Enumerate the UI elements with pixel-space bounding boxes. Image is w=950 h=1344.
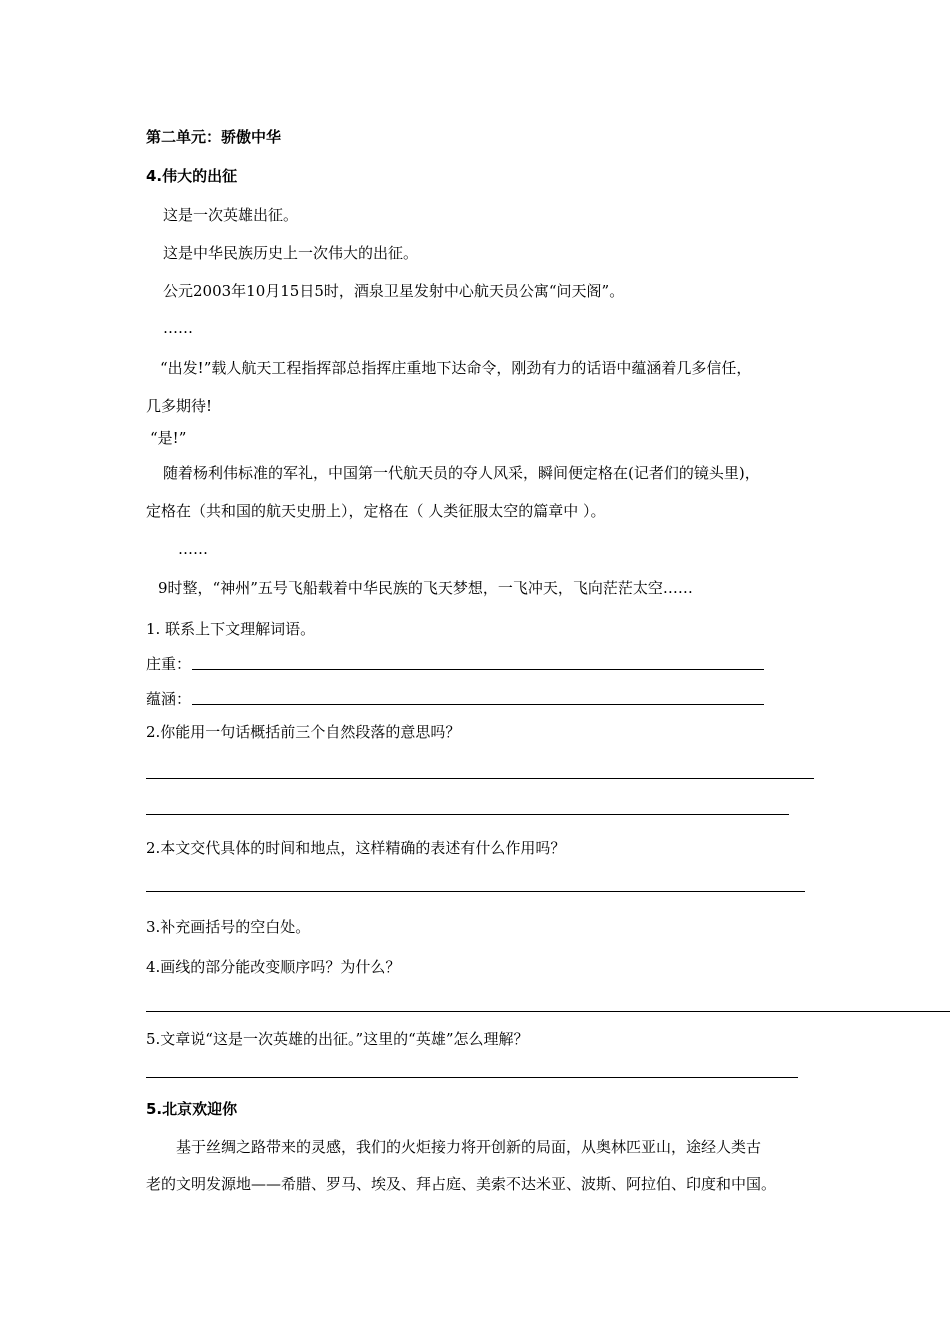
question-2: 2.你能用一句话概括前三个自然段落的意思吗？ — [146, 723, 461, 741]
paragraph: 这是一次英雄出征。 — [163, 206, 299, 224]
paragraph: 几多期待! — [146, 397, 213, 415]
paragraph: 老的文明发源地——希腊、罗马、埃及、拜占庭、美索不达米亚、波斯、阿拉伯、印度和中国。 — [146, 1175, 777, 1193]
lesson-5-title: 5.北京欢迎你 — [146, 1100, 238, 1118]
answer-line[interactable] — [146, 814, 789, 815]
paragraph: 定格在（共和国的航天史册上），定格在（ 人类征服太空的篇章中 ）。 — [146, 502, 606, 520]
paragraph: 公元2003年10月15日5时，酒泉卫星发射中心航天员公寓“问天阁”。 — [163, 282, 625, 300]
word-label: 蕴涵： — [146, 690, 192, 708]
paragraph: 9时整，“神州”五号飞船载着中华民族的飞天梦想，一飞冲天，飞向茫茫太空…… — [158, 579, 693, 597]
paragraph: “是!” — [150, 429, 187, 447]
question-4: 4.画线的部分能改变顺序吗？为什么？ — [146, 958, 401, 976]
answer-line[interactable] — [146, 891, 805, 892]
answer-line[interactable] — [146, 1077, 798, 1078]
ellipsis: …… — [163, 319, 193, 337]
question-3: 3.补充画括号的空白处。 — [146, 918, 311, 936]
answer-line[interactable] — [192, 704, 764, 705]
paragraph: “出发!”载人航天工程指挥部总指挥庄重地下达命令，刚劲有力的话语中蕴涵着几多信任， — [160, 359, 752, 377]
question-2b: 2.本文交代具体的时间和地点，这样精确的表述有什么作用吗？ — [146, 839, 566, 857]
lesson-4-title: 4.伟大的出征 — [146, 167, 238, 185]
paragraph: 这是中华民族历史上一次伟大的出征。 — [163, 244, 419, 262]
word-label: 庄重： — [146, 655, 192, 673]
paragraph: 基于丝绸之路带来的灵感，我们的火炬接力将开创新的局面，从奥林匹亚山，途经人类古 — [176, 1138, 762, 1156]
question-5: 5.文章说“这是一次英雄的出征。”这里的“英雄”怎么理解？ — [146, 1030, 529, 1048]
answer-line[interactable] — [146, 778, 814, 779]
answer-line[interactable] — [192, 669, 764, 670]
ellipsis: …… — [178, 540, 208, 558]
question-1: 1. 联系上下文理解词语。 — [146, 620, 316, 638]
answer-line[interactable] — [146, 1011, 950, 1012]
unit-title: 第二单元：骄傲中华 — [146, 128, 282, 146]
paragraph: 随着杨利伟标准的军礼，中国第一代航天员的夺人风采，瞬间便定格在(记者们的镜头里)， — [163, 464, 760, 482]
